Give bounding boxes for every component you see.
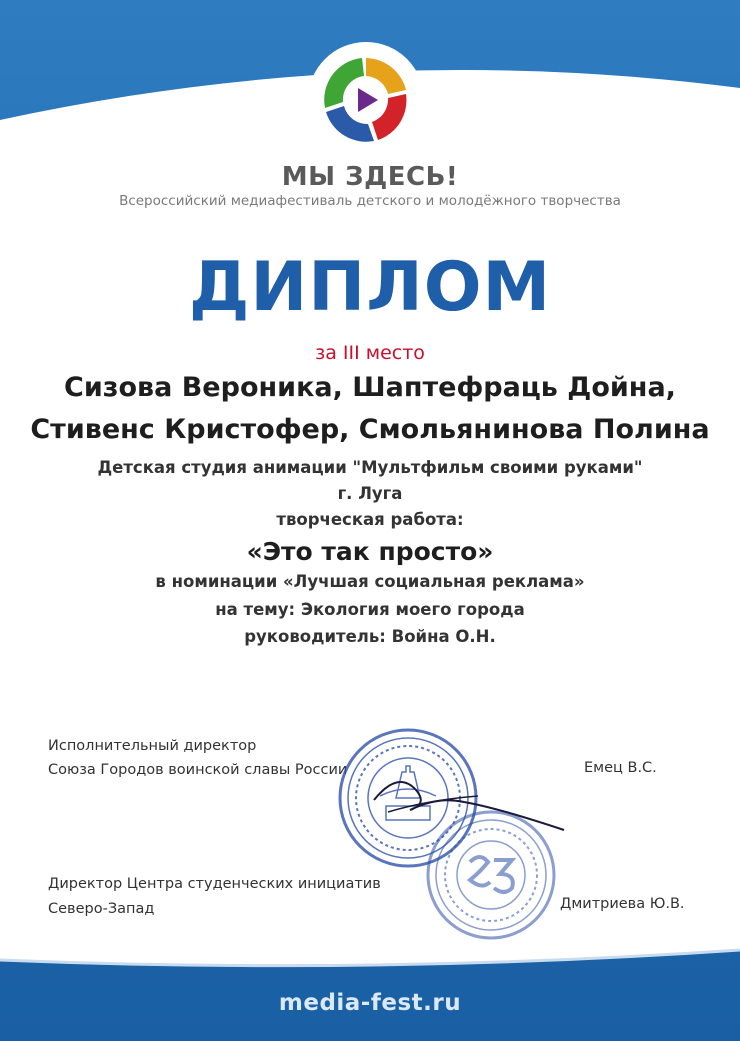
signatory1-position-line1: Исполнительный директор bbox=[48, 738, 257, 754]
handwritten-signature bbox=[368, 760, 568, 840]
signatory1-position-line2: Союза Городов воинской славы России bbox=[48, 762, 348, 778]
signatory1-name: Емец В.С. bbox=[584, 760, 657, 776]
recipient-names-line1: Сизова Вероника, Шаптефраць Дойна, bbox=[64, 372, 676, 403]
work-title: «Это так просто» bbox=[246, 537, 494, 566]
website-url: media-fest.ru bbox=[278, 990, 462, 1016]
festival-logo-icon bbox=[306, 40, 426, 160]
signatory2-position-line2: Северо-Запад bbox=[48, 901, 155, 917]
city: г. Луга bbox=[337, 484, 403, 503]
recipient-names-line2: Стивенс Кристофер, Смольянинова Полина bbox=[30, 414, 710, 445]
signatory2-name: Дмитриева Ю.В. bbox=[560, 896, 685, 912]
award-place: за III место bbox=[315, 342, 425, 364]
leader: руководитель: Война О.Н. bbox=[244, 627, 496, 646]
diploma-title: ДИПЛОМ bbox=[188, 248, 552, 327]
work-label: творческая работа: bbox=[276, 510, 464, 529]
signatory2-position-line1: Директор Центра студенческих инициатив bbox=[48, 876, 381, 892]
festival-subtitle: Всероссийский медиафестиваль детского и молодёжного творчества bbox=[119, 193, 621, 209]
festival-name: МЫ ЗДЕСЬ! bbox=[281, 162, 459, 192]
topic: на тему: Экология моего города bbox=[215, 600, 525, 619]
studio-name: Детская студия анимации "Мультфильм своими руками" bbox=[97, 458, 643, 477]
nomination: в номинации «Лучшая социальная реклама» bbox=[155, 572, 585, 591]
